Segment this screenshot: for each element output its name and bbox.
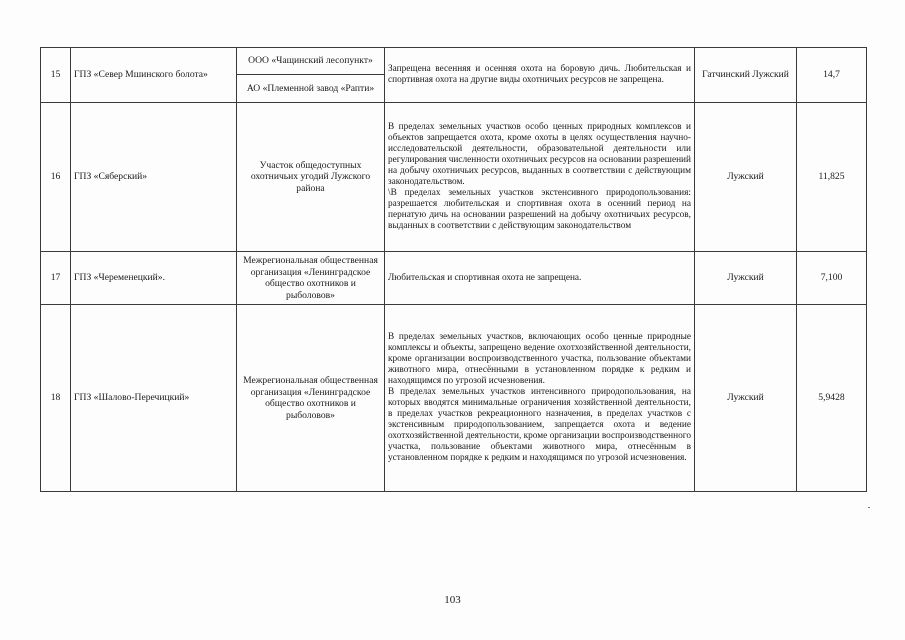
table-row-15 [41, 48, 867, 75]
user-org: Межрегиональная общественная организация «Ленинградское общество охотников и рыболовов» [237, 305, 385, 492]
row-number: 15 [41, 48, 71, 103]
user-org: АО «Племенной завод «Рапти» [237, 75, 385, 103]
user-org: Межрегиональная общественная организация «Ленинградское общество охотников и рыболовов» [237, 252, 385, 305]
district: Лужский [695, 305, 797, 492]
user-org: ООО «Чащинский лесопункт» [237, 48, 385, 75]
area: 14,7 [797, 48, 867, 103]
reserve-name: ГПЗ «Чеpеменецкий». [71, 252, 237, 305]
table-row-17 [41, 252, 867, 305]
hunting-rules [385, 103, 695, 252]
row-number: 17 [41, 252, 71, 305]
page-number: 103 [444, 594, 461, 606]
table-row-16 [41, 103, 867, 252]
rules-paragraph: Любительская и спортивная охота не запрещена. [388, 272, 582, 283]
table-row-18 [41, 305, 867, 492]
area: 7,100 [797, 252, 867, 305]
reserve-name: ГПЗ «Шалово-Перечицкий» [71, 305, 237, 492]
reserve-name: ГПЗ «Север Мшинского болота» [71, 48, 237, 103]
area: 11,825 [797, 103, 867, 252]
row-number: 16 [41, 103, 71, 252]
area: 5,9428 [797, 305, 867, 492]
rules-paragraph: В пределах земельных участков особо ценных природных комплексов и объектов запрещается охота, кроме охоты в целях осуществления научно-исследовательской деятельности, образовательной деятельности или регулирования численности охотничьих ресурсов на основании разрешений на добычу охотничьих ресурсов, выданных в соответствии с действующим законодательством. [388, 122, 691, 187]
rules-paragraph: \В пределах земельных участков экстенсивного природопользования: разрешается любительская и спортивная охота в осенний период на пернатую дичь на основании разрешений на добычу охотничьих ресурсов, выданных в соответствии с действующим законодательством [388, 187, 691, 231]
reserves-table [40, 47, 867, 492]
district: Гатчинский Лужский [695, 48, 797, 103]
reserve-name: ГПЗ «Сяберский» [71, 103, 237, 252]
hunting-rules [385, 305, 695, 492]
rules-paragraph: В пределах земельных участков, включающих особо ценные природные комплексы и объекты, запрещено ведение охотхозяйственной деятельности, кроме организации воспроизводственного участка, пользование объектами животного мира, отнесёнными в установленном порядке к редким и находящимся по угрозой исчезновения. [388, 332, 691, 387]
district: Лужский [695, 103, 797, 252]
rules-paragraph: Запрещена весенняя и осенняя охота на боровую дичь. Любительская и спортивная охота на другие виды охотничьих ресурсов не запрещена. [388, 64, 691, 85]
scan-speck [868, 507, 870, 508]
hunting-rules [385, 48, 695, 103]
rules-paragraph: В пределах земельных участков интенсивного природопользования, на которых вводятся минимальные ограничения хозяйственной деятельности, в пределах участков рекреационного назначения, в пределах участков с экстенсивным природопользованием, запрещается охота и ведение охотхозяйственной деятельности, кроме организации воспроизводственного участка, пользование объектами животного мира, отнесённым в установленном порядке к редким и находящимся по угрозой исчезновения. [388, 387, 691, 463]
user-org: Участок общедоступных охотничьих угодий Лужского района [237, 103, 385, 252]
hunting-rules [385, 252, 695, 305]
district: Лужский [695, 252, 797, 305]
row-number: 18 [41, 305, 71, 492]
